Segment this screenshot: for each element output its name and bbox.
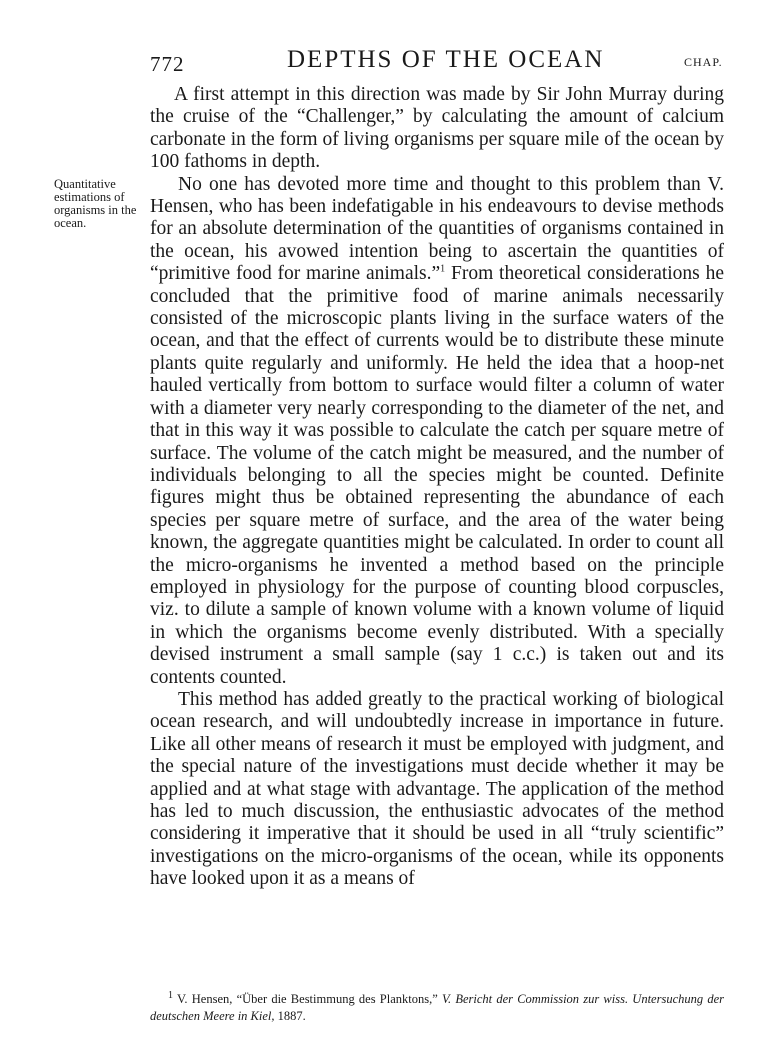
- page-header: [0, 46, 776, 80]
- paragraph-2-part-2: From theoretical considerations he concluded that the primitive food of marine animals necessarily consisted of the microscopic plants living in the surface waters of the ocean, and that the effect of currents would be to distribute these minute plants quite regularly and uniformly. He held the idea that a hoop-net hauled vertically from bottom to surface would filter a column of water with a diameter very nearly corresponding to the diameter of the net, and that in this way it was possible to calculate the catch per square metre of surface. The volume of the catch might be measured, and the number of individuals belonging to all the species might be counted. Definite figures might thus be obtained representing the abundance of each species per square metre of surface, and the area of the water being known, the aggregate quantities might be calculated. In order to count all the micro-organisms he invented a method based on the principle employed in physiology for the purpose of counting blood corpuscles, viz. to dilute a sample of known volume with a known volume of liquid in which the organisms become evenly distributed. With a specially devised instrument a small sample (say 1 c.c.) is taken out and its contents counted.: [150, 263, 724, 688]
- footnote-marker: 1: [168, 989, 173, 1001]
- page-number: 772: [150, 52, 185, 76]
- footnote: [150, 991, 724, 1025]
- footnote-text: V. Hensen, “Über die Bestimmung des Planktons,”: [177, 992, 438, 1006]
- paragraph-2-part-1: No one has devoted more time and thought to this problem than V. Hensen, who has been indefatigable in his endeavours to devise methods for an absolute determination of the quantities of organisms contained in the ocean, his avowed intention being to ascertain the quantities of “primitive food for marine animals.”: [150, 173, 724, 285]
- running-title: DEPTHS OF THE OCEAN: [287, 46, 605, 73]
- paragraph-3: This method has added greatly to the practical working of biological ocean research, and will undoubtedly increase in importance in future. Like all other means of research it must be employed with judgment, and the special nature of the investigations must decide whether it may be applied and at what stage with advantage. The application of the method has led to much discussion, the enthusiastic advocates of the method considering it imperative that it should be used in all “truly scientific” investigations on the micro-organisms of the ocean, while its opponents have looked upon it as a means of: [150, 688, 724, 890]
- body-text: [150, 84, 724, 891]
- margin-note: Quantitative estimations of organisms in the ocean.: [54, 177, 137, 230]
- footnote-year: 1887.: [277, 1009, 306, 1023]
- footnote-source: V. Bericht der Commission zur wiss. Untersuchung der deutschen Meere in Kiel,: [150, 992, 725, 1023]
- chapter-label: CHAP.: [684, 55, 723, 69]
- footnote-ref: 1: [440, 263, 446, 275]
- paragraph-2: [150, 174, 724, 689]
- paragraph-1: A first attempt in this direction was made by Sir John Murray during the cruise of the “Challenger,” by calculating the amount of calcium carbonate in the form of living organisms per square mile of the ocean by 100 fathoms in depth.: [150, 84, 724, 173]
